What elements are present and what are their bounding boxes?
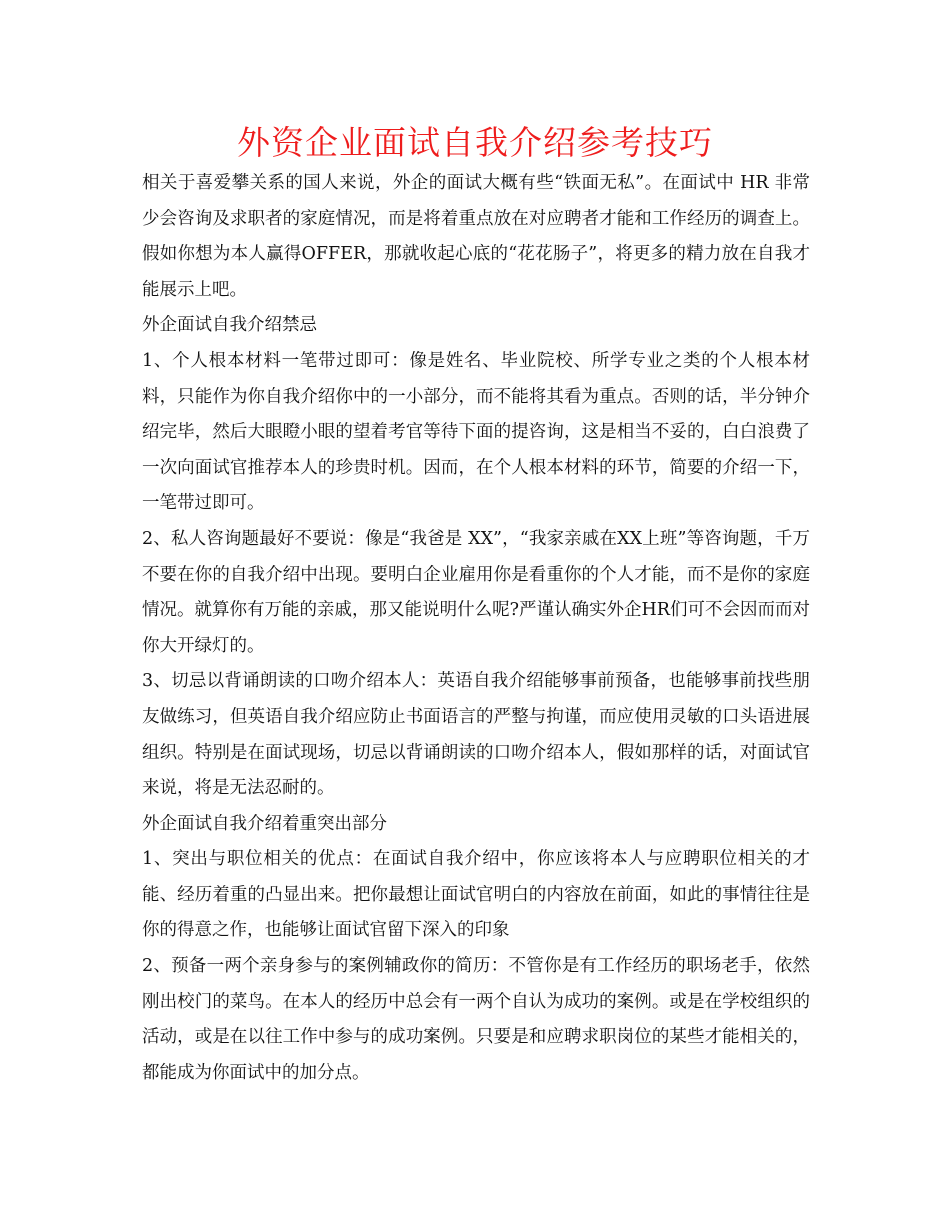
document-body — [142, 166, 810, 1091]
highlight-item-2: 2、预备一两个亲身参与的案例辅政你的简历：不管你是有工作经历的职场老手，依然刚出校门的菜鸟。在本人的经历中总会有一两个自认为成功的案例。或是在学校组织的活动，或是在以往工作中参与的成功案例。只要是和应聘求职岗位的某些才能相关的，都能成为你面试中的加分点。 — [142, 956, 810, 1083]
section-heading-taboos: 外企面试自我介绍禁忌 — [142, 315, 317, 336]
section-heading-highlights: 外企面试自我介绍着重突出部分 — [142, 813, 387, 834]
intro-paragraph: 相关于喜爱攀关系的国人来说，外企的面试大概有些“铁面无私”。在面试中 HR 非常少会咨询及求职者的家庭情况，而是将着重点放在对应聘者才能和工作经历的调查上。假如你想为本人赢得OFFER，那就收起心底的“花花肠子”，将更多的精力放在自我才能展示上吧。 — [142, 173, 810, 300]
taboo-item-2: 2、私人咨询题最好不要说：像是“我爸是 XX”，“我家亲戚在XX上班”等咨询题，千万不要在你的自我介绍中出现。要明白企业雇用你是看重你的个人才能，而不是你的家庭情况。就算你有万能的亲戚，那又能说明什么呢?严谨认确实外企HR们可不会因而而对你大开绿灯的。 — [142, 528, 810, 656]
document-title: 外资企业面试自我介绍参考技巧 — [237, 123, 713, 162]
taboo-item-3: 3、切忌以背诵朗读的口吻介绍本人：英语自我介绍能够事前预备，也能够事前找些朋友做练习，但英语自我介绍应防止书面语言的严整与拘谨，而应使用灵敏的口头语进展组织。特别是在面试现场，切忌以背诵朗读的口吻介绍本人，假如那样的话，对面试官来说，将是无法忍耐的。 — [142, 671, 810, 799]
highlight-item-1: 1、突出与职位相关的优点：在面试自我介绍中，你应该将本人与应聘职位相关的才能、经历着重的凸显出来。把你最想让面试官明白的内容放在前面，如此的事情往往是你的得意之作，也能够让面试官留下深入的印象 — [142, 849, 810, 941]
taboo-item-1: 1、个人根本材料一笔带过即可：像是姓名、毕业院校、所学专业之类的个人根本材料，只能作为你自我介绍你中的一小部分，而不能将其看为重点。否则的话，半分钟介绍完毕，然后大眼瞪小眼的望着考官等待下面的提咨询，这是相当不妥的，白白浪费了一次向面试官推荐本人的珍贵时机。因而，在个人根本材料的环节，简要的介绍一下，一笔带过即可。 — [142, 350, 810, 514]
